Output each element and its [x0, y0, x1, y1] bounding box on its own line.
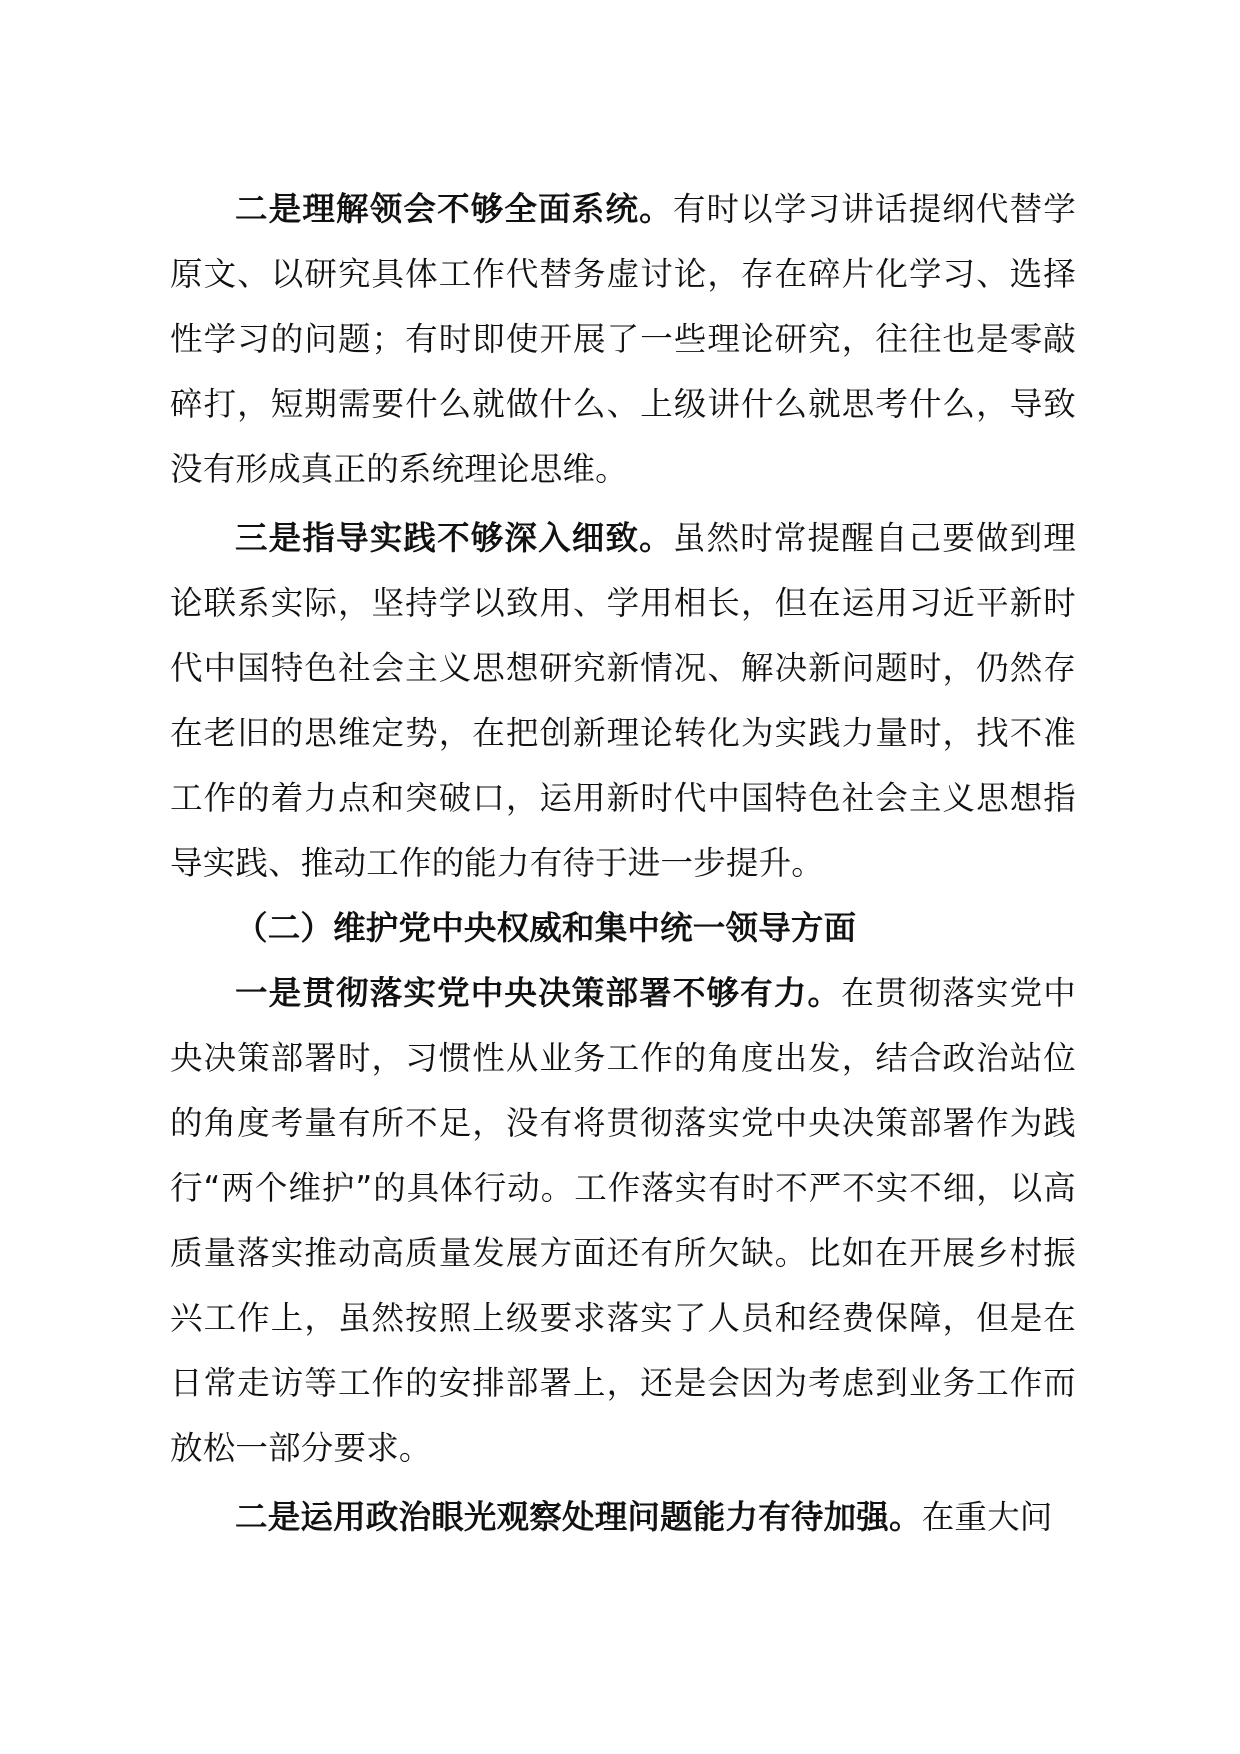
paragraph-implementation: [170, 961, 1076, 1481]
paragraph-text: 有时以学习讲话提纲代替学原文、以研究具体工作代替务虚讨论，存在碎片化学习、选择性学习的问题；有时即使开展了一些理论研究，往往也是零敲碎打，短期需要什么就做什么、上级讲什么就思考什么，导致没有形成真正的系统理论思维。: [170, 190, 1076, 488]
paragraph-text: 在重大问: [921, 1498, 1053, 1536]
paragraph-lead: 一是贯彻落实党中央决策部署不够有力。: [235, 974, 842, 1012]
section-heading: （二）维护党中央权威和集中统一领导方面: [235, 909, 857, 947]
paragraph-lead: 二是运用政治眼光观察处理问题能力有待加强。: [235, 1498, 922, 1536]
paragraph-lead: 二是理解领会不够全面系统。: [235, 190, 673, 228]
paragraph-practice: [170, 506, 1076, 896]
paragraph-lead: 三是指导实践不够深入细致。: [235, 519, 673, 557]
paragraph-political-vision: [170, 1485, 1076, 1550]
paragraph-understanding: [170, 177, 1076, 502]
paragraph-text: 在贯彻落实党中央决策部署时，习惯性从业务工作的角度出发，结合政治站位的角度考量有所不足，没有将贯彻落实党中央决策部署作为践行“两个维护”的具体行动。工作落实有时不严不实不细，以高质量落实推动高质量发展方面还有所欠缺。比如在开展乡村振兴工作上，虽然按照上级要求落实了人员和经费保障，但是在日常走访等工作的安排部署上，还是会因为考虑到业务工作而放松一部分要求。: [170, 974, 1076, 1467]
document-body: [170, 177, 1076, 1550]
paragraph-text: 虽然时常提醒自己要做到理论联系实际，坚持学以致用、学用相长，但在运用习近平新时代中国特色社会主义思想研究新情况、解决新问题时，仍然存在老旧的思维定势，在把创新理论转化为实践力量时，找不准工作的着力点和突破口，运用新时代中国特色社会主义思想指导实践、推动工作的能力有待于进一步提升。: [170, 519, 1076, 882]
